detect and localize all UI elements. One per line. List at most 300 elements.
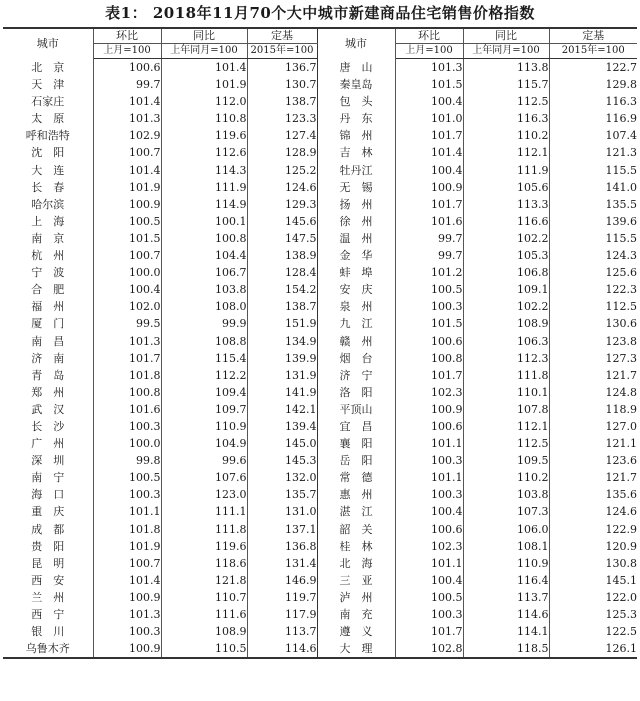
fixed-left-cell: 151.9 <box>247 315 317 332</box>
table-body <box>3 59 637 659</box>
table-row <box>3 333 637 350</box>
city-right-cell: 韶 关 <box>317 521 395 538</box>
city-left-cell: 兰 州 <box>3 589 93 606</box>
city-left-cell: 福 州 <box>3 298 93 315</box>
table-row <box>3 76 637 93</box>
yoy-left-cell: 111.9 <box>161 179 247 196</box>
city-header-left: 城市 <box>3 28 93 59</box>
mom-right-cell: 100.5 <box>395 281 463 298</box>
yoy-left-cell: 100.1 <box>161 213 247 230</box>
fixed-left-cell: 142.1 <box>247 401 317 418</box>
fixed-right-cell: 118.9 <box>605 402 637 416</box>
yoy-right-cell: 109.5 <box>463 452 549 469</box>
table-row <box>3 384 637 401</box>
yoy-right-cell: 116.6 <box>463 213 549 230</box>
mom-header-right: 环比 <box>395 28 463 44</box>
yoy-left-cell: 109.4 <box>161 384 247 401</box>
mom-right-cell: 101.3 <box>395 59 463 77</box>
city-right-cell: 岳 阳 <box>317 452 395 469</box>
yoy-left-cell: 103.8 <box>161 281 247 298</box>
mom-right-cell: 100.4 <box>395 572 463 589</box>
yoy-left-cell: 104.9 <box>161 435 247 452</box>
mom-right-cell: 100.6 <box>395 418 463 435</box>
fixed-left-cell: 127.4 <box>247 127 317 144</box>
fixed-right-cell: 122.3 <box>605 283 637 297</box>
yoy-left-cell: 99.9 <box>161 315 247 332</box>
yoy-right-cell: 106.0 <box>463 521 549 538</box>
mom-right-cell: 101.7 <box>395 623 463 640</box>
yoy-left-cell: 112.6 <box>161 144 247 161</box>
mom-left-cell: 100.7 <box>93 247 161 264</box>
mom-left-cell: 99.8 <box>93 452 161 469</box>
table-row <box>3 401 637 418</box>
fixed-left-cell: 138.9 <box>247 247 317 264</box>
mom-left-cell: 100.5 <box>93 469 161 486</box>
city-right-cell: 桂 林 <box>317 538 395 555</box>
fixed-right-cell: 115.5 <box>605 231 637 245</box>
yoy-header-left: 同比 <box>161 28 247 44</box>
city-right-cell: 南 充 <box>317 606 395 623</box>
city-right-cell: 秦皇岛 <box>317 76 395 93</box>
fixed-right-cell: 135.5 <box>605 197 637 211</box>
fixed-left-cell: 145.6 <box>247 213 317 230</box>
fixed-right-cell: 115.5 <box>605 163 637 177</box>
yoy-right-cell: 112.1 <box>463 144 549 161</box>
fixed-left-cell: 145.3 <box>247 452 317 469</box>
table-row <box>3 350 637 367</box>
fixed-left-cell: 146.9 <box>247 572 317 589</box>
table-row <box>3 367 637 384</box>
fixed-right-cell: 123.6 <box>605 454 637 468</box>
mom-right-cell: 100.4 <box>395 162 463 179</box>
city-right-cell: 赣 州 <box>317 333 395 350</box>
fixed-right-cell: 123.8 <box>605 334 637 348</box>
yoy-left-cell: 109.7 <box>161 401 247 418</box>
fixed-left-cell: 131.0 <box>247 503 317 520</box>
yoy-right-cell: 115.7 <box>463 76 549 93</box>
fixed-right-cell: 116.9 <box>605 112 637 126</box>
fixed-right-cell: 107.4 <box>605 129 637 143</box>
mom-right-cell: 100.3 <box>395 452 463 469</box>
fixed-right-cell: 122.5 <box>605 625 637 639</box>
city-left-cell: 长 沙 <box>3 418 93 435</box>
mom-left-cell: 99.7 <box>93 76 161 93</box>
city-left-cell: 深 圳 <box>3 452 93 469</box>
fixed-left-cell: 141.9 <box>247 384 317 401</box>
fixed-right-cell: 129.8 <box>605 78 637 92</box>
table-row <box>3 127 637 144</box>
yoy-right-cell: 114.6 <box>463 606 549 623</box>
city-right-cell: 丹 东 <box>317 110 395 127</box>
city-right-cell: 襄 阳 <box>317 435 395 452</box>
table-row <box>3 418 637 435</box>
mom-header-left: 环比 <box>93 28 161 44</box>
mom-right-cell: 101.1 <box>395 555 463 572</box>
table-row <box>3 93 637 110</box>
yoy-left-cell: 100.8 <box>161 230 247 247</box>
city-left-cell: 郑 州 <box>3 384 93 401</box>
fixed-right-cell: 124.6 <box>605 505 637 519</box>
yoy-right-cell: 114.1 <box>463 623 549 640</box>
fixed-right-cell: 127.3 <box>605 351 637 365</box>
mom-right-cell: 101.5 <box>395 76 463 93</box>
fixed-left-cell: 145.0 <box>247 435 317 452</box>
city-right-cell: 三 亚 <box>317 572 395 589</box>
table-row <box>3 469 637 486</box>
yoy-base-right: 上年同月=100 <box>463 44 549 59</box>
table-row <box>3 264 637 281</box>
fixed-right-cell: 121.1 <box>605 437 637 451</box>
mom-left-cell: 100.9 <box>93 640 161 658</box>
table-row <box>3 298 637 315</box>
city-right-cell: 徐 州 <box>317 213 395 230</box>
city-left-cell: 合 肥 <box>3 281 93 298</box>
yoy-left-cell: 110.5 <box>161 640 247 658</box>
table-row <box>3 486 637 503</box>
city-right-cell: 包 头 <box>317 93 395 110</box>
mom-left-cell: 102.0 <box>93 298 161 315</box>
city-right-cell: 宜 昌 <box>317 418 395 435</box>
city-left-cell: 海 口 <box>3 486 93 503</box>
fixed-right-cell: 141.0 <box>605 180 637 194</box>
yoy-left-cell: 111.8 <box>161 521 247 538</box>
mom-left-cell: 101.6 <box>93 401 161 418</box>
table-row <box>3 281 637 298</box>
mom-right-cell: 100.5 <box>395 589 463 606</box>
table-row <box>3 213 637 230</box>
fixed-left-cell: 129.3 <box>247 196 317 213</box>
yoy-right-cell: 116.3 <box>463 110 549 127</box>
mom-left-cell: 100.3 <box>93 623 161 640</box>
city-left-cell: 重 庆 <box>3 503 93 520</box>
fixed-left-cell: 154.2 <box>247 281 317 298</box>
mom-left-cell: 100.6 <box>93 59 161 77</box>
fixed-left-cell: 132.0 <box>247 469 317 486</box>
yoy-left-cell: 99.6 <box>161 452 247 469</box>
city-left-cell: 南 宁 <box>3 469 93 486</box>
mom-left-cell: 100.7 <box>93 144 161 161</box>
yoy-right-cell: 109.1 <box>463 281 549 298</box>
mom-left-cell: 100.3 <box>93 486 161 503</box>
city-left-cell: 成 都 <box>3 521 93 538</box>
mom-base-right: 上月=100 <box>395 44 463 59</box>
mom-left-cell: 100.9 <box>93 196 161 213</box>
fixed-right-cell: 121.7 <box>605 368 637 382</box>
yoy-left-cell: 101.4 <box>161 59 247 77</box>
yoy-right-cell: 102.2 <box>463 230 549 247</box>
city-right-cell: 泸 州 <box>317 589 395 606</box>
fixed-right-cell: 130.8 <box>605 556 637 570</box>
yoy-left-cell: 115.4 <box>161 350 247 367</box>
yoy-left-cell: 118.6 <box>161 555 247 572</box>
yoy-left-cell: 110.7 <box>161 589 247 606</box>
fixed-right-cell: 127.0 <box>605 419 637 433</box>
yoy-right-cell: 102.2 <box>463 298 549 315</box>
mom-right-cell: 101.2 <box>395 264 463 281</box>
yoy-left-cell: 121.8 <box>161 572 247 589</box>
mom-left-cell: 100.0 <box>93 264 161 281</box>
city-right-cell: 无 锡 <box>317 179 395 196</box>
fixed-header-left: 定基 <box>247 28 317 44</box>
table-row <box>3 452 637 469</box>
city-left-cell: 武 汉 <box>3 401 93 418</box>
table-row <box>3 196 637 213</box>
yoy-base-left: 上年同月=100 <box>161 44 247 59</box>
city-right-cell: 蚌 埠 <box>317 264 395 281</box>
table-row <box>3 606 637 623</box>
fixed-left-cell: 135.7 <box>247 486 317 503</box>
yoy-right-cell: 108.9 <box>463 315 549 332</box>
mom-left-cell: 100.3 <box>93 418 161 435</box>
fixed-left-cell: 136.8 <box>247 538 317 555</box>
city-left-cell: 南 昌 <box>3 333 93 350</box>
yoy-right-cell: 113.8 <box>463 59 549 77</box>
fixed-right-cell: 130.6 <box>605 317 637 331</box>
mom-right-cell: 100.6 <box>395 521 463 538</box>
fixed-right-cell: 120.9 <box>605 539 637 553</box>
city-right-cell: 牡丹江 <box>317 162 395 179</box>
mom-left-cell: 101.7 <box>93 350 161 367</box>
city-right-cell: 大 理 <box>317 640 395 658</box>
yoy-right-cell: 111.8 <box>463 367 549 384</box>
yoy-right-cell: 106.3 <box>463 333 549 350</box>
mom-left-cell: 101.3 <box>93 110 161 127</box>
mom-right-cell: 102.8 <box>395 640 463 658</box>
mom-left-cell: 100.0 <box>93 435 161 452</box>
city-left-cell: 厦 门 <box>3 315 93 332</box>
city-left-cell: 乌鲁木齐 <box>3 640 93 658</box>
city-right-cell: 泉 州 <box>317 298 395 315</box>
mom-left-cell: 101.5 <box>93 230 161 247</box>
city-right-cell: 洛 阳 <box>317 384 395 401</box>
city-left-cell: 上 海 <box>3 213 93 230</box>
mom-right-cell: 99.7 <box>395 230 463 247</box>
city-left-cell: 哈尔滨 <box>3 196 93 213</box>
yoy-right-cell: 112.3 <box>463 350 549 367</box>
table-row <box>3 179 637 196</box>
fixed-base-right: 2015年=100 <box>549 44 637 59</box>
city-right-cell: 吉 林 <box>317 144 395 161</box>
yoy-right-cell: 110.2 <box>463 469 549 486</box>
fixed-right-cell: 121.3 <box>605 146 637 160</box>
city-right-cell: 惠 州 <box>317 486 395 503</box>
fixed-left-cell: 131.9 <box>247 367 317 384</box>
mom-right-cell: 101.7 <box>395 196 463 213</box>
city-right-cell: 温 州 <box>317 230 395 247</box>
mom-right-cell: 99.7 <box>395 247 463 264</box>
mom-left-cell: 102.9 <box>93 127 161 144</box>
city-right-cell: 锦 州 <box>317 127 395 144</box>
table-row <box>3 572 637 589</box>
mom-right-cell: 102.3 <box>395 384 463 401</box>
yoy-right-cell: 118.5 <box>463 640 549 658</box>
fixed-right-cell: 122.0 <box>605 590 637 604</box>
city-left-cell: 长 春 <box>3 179 93 196</box>
yoy-left-cell: 108.8 <box>161 333 247 350</box>
mom-right-cell: 100.3 <box>395 486 463 503</box>
fixed-left-cell: 128.4 <box>247 264 317 281</box>
mom-left-cell: 99.5 <box>93 315 161 332</box>
mom-left-cell: 101.4 <box>93 162 161 179</box>
city-left-cell: 贵 阳 <box>3 538 93 555</box>
fixed-right-cell: 126.1 <box>549 640 637 658</box>
mom-right-cell: 101.7 <box>395 127 463 144</box>
city-right-cell: 常 德 <box>317 469 395 486</box>
mom-left-cell: 100.4 <box>93 281 161 298</box>
yoy-left-cell: 107.6 <box>161 469 247 486</box>
fixed-left-cell: 147.5 <box>247 230 317 247</box>
yoy-right-cell: 105.3 <box>463 247 549 264</box>
city-right-cell: 唐 山 <box>317 59 395 77</box>
mom-left-cell: 101.8 <box>93 521 161 538</box>
yoy-right-cell: 107.8 <box>463 401 549 418</box>
city-left-cell: 济 南 <box>3 350 93 367</box>
mom-right-cell: 101.0 <box>395 110 463 127</box>
city-left-cell: 太 原 <box>3 110 93 127</box>
yoy-right-cell: 110.2 <box>463 127 549 144</box>
city-left-cell: 南 京 <box>3 230 93 247</box>
city-left-cell: 西 安 <box>3 572 93 589</box>
mom-left-cell: 100.7 <box>93 555 161 572</box>
city-right-cell: 湛 江 <box>317 503 395 520</box>
yoy-right-cell: 116.4 <box>463 572 549 589</box>
yoy-right-cell: 108.1 <box>463 538 549 555</box>
mom-right-cell: 100.8 <box>395 350 463 367</box>
city-right-cell: 北 海 <box>317 555 395 572</box>
table-row <box>3 435 637 452</box>
mom-left-cell: 101.4 <box>93 93 161 110</box>
yoy-right-cell: 106.8 <box>463 264 549 281</box>
mom-left-cell: 101.1 <box>93 503 161 520</box>
fixed-right-cell: 125.3 <box>605 608 637 621</box>
table-row <box>3 59 637 77</box>
fixed-left-cell: 123.3 <box>247 110 317 127</box>
yoy-left-cell: 106.7 <box>161 264 247 281</box>
table-row <box>3 521 637 538</box>
mom-left-cell: 100.9 <box>93 589 161 606</box>
table-row <box>3 315 637 332</box>
mom-right-cell: 101.1 <box>395 469 463 486</box>
city-left-cell: 银 川 <box>3 623 93 640</box>
yoy-left-cell: 112.0 <box>161 93 247 110</box>
fixed-right-cell: 145.1 <box>605 573 637 587</box>
price-index-table <box>3 27 637 659</box>
city-left-cell: 宁 波 <box>3 264 93 281</box>
mom-left-cell: 101.8 <box>93 367 161 384</box>
city-right-cell: 烟 台 <box>317 350 395 367</box>
table-row <box>3 538 637 555</box>
mom-left-cell: 101.3 <box>93 333 161 350</box>
fixed-right-cell: 139.6 <box>605 214 637 228</box>
city-left-cell: 杭 州 <box>3 247 93 264</box>
yoy-header-right: 同比 <box>463 28 549 44</box>
fixed-left-cell: 113.7 <box>247 623 317 640</box>
yoy-right-cell: 107.3 <box>463 503 549 520</box>
fixed-left-cell: 138.7 <box>247 298 317 315</box>
fixed-left-cell: 139.9 <box>247 350 317 367</box>
mom-left-cell: 101.3 <box>93 606 161 623</box>
mom-right-cell: 100.9 <box>395 179 463 196</box>
yoy-left-cell: 111.6 <box>161 606 247 623</box>
city-left-cell: 天 津 <box>3 76 93 93</box>
yoy-left-cell: 123.0 <box>161 486 247 503</box>
yoy-left-cell: 119.6 <box>161 538 247 555</box>
mom-right-cell: 100.9 <box>395 401 463 418</box>
yoy-right-cell: 112.5 <box>463 93 549 110</box>
yoy-left-cell: 114.9 <box>161 196 247 213</box>
yoy-left-cell: 119.6 <box>161 127 247 144</box>
city-left-cell: 沈 阳 <box>3 144 93 161</box>
table-row <box>3 503 637 520</box>
city-left-cell: 西 宁 <box>3 606 93 623</box>
yoy-right-cell: 105.6 <box>463 179 549 196</box>
yoy-left-cell: 108.0 <box>161 298 247 315</box>
fixed-right-cell: 122.9 <box>605 522 637 536</box>
mom-left-cell: 100.5 <box>93 213 161 230</box>
yoy-right-cell: 112.1 <box>463 418 549 435</box>
fixed-left-cell: 136.7 <box>247 59 317 77</box>
mom-left-cell: 101.9 <box>93 179 161 196</box>
city-left-cell: 石家庄 <box>3 93 93 110</box>
fixed-left-cell: 124.6 <box>247 179 317 196</box>
mom-right-cell: 101.6 <box>395 213 463 230</box>
yoy-left-cell: 110.9 <box>161 418 247 435</box>
yoy-right-cell: 111.9 <box>463 162 549 179</box>
mom-right-cell: 102.3 <box>395 538 463 555</box>
mom-right-cell: 100.6 <box>395 333 463 350</box>
table-row <box>3 162 637 179</box>
city-right-cell: 安 庆 <box>317 281 395 298</box>
fixed-right-cell: 121.7 <box>605 471 637 485</box>
fixed-left-cell: 125.2 <box>247 162 317 179</box>
mom-left-cell: 101.9 <box>93 538 161 555</box>
fixed-left-cell: 139.4 <box>247 418 317 435</box>
table-row <box>3 144 637 161</box>
fixed-left-cell: 131.4 <box>247 555 317 572</box>
city-left-cell: 呼和浩特 <box>3 127 93 144</box>
city-right-cell: 遵 义 <box>317 623 395 640</box>
fixed-left-cell: 119.7 <box>247 589 317 606</box>
table-row <box>3 555 637 572</box>
yoy-right-cell: 113.3 <box>463 196 549 213</box>
table-row <box>3 110 637 127</box>
yoy-right-cell: 110.9 <box>463 555 549 572</box>
fixed-right-cell: 135.6 <box>605 488 637 502</box>
yoy-left-cell: 114.3 <box>161 162 247 179</box>
city-left-cell: 青 岛 <box>3 367 93 384</box>
fixed-right-cell: 124.3 <box>605 249 637 263</box>
fixed-left-cell: 117.9 <box>247 606 317 623</box>
mom-base-left: 上月=100 <box>93 44 161 59</box>
yoy-left-cell: 112.2 <box>161 367 247 384</box>
city-right-cell: 扬 州 <box>317 196 395 213</box>
yoy-left-cell: 110.8 <box>161 110 247 127</box>
city-left-cell: 北 京 <box>3 59 93 77</box>
fixed-left-cell: 137.1 <box>247 521 317 538</box>
mom-right-cell: 100.3 <box>395 606 463 623</box>
mom-right-cell: 101.7 <box>395 367 463 384</box>
fixed-left-cell: 130.7 <box>247 76 317 93</box>
fixed-left-cell: 128.9 <box>247 144 317 161</box>
mom-right-cell: 101.5 <box>395 315 463 332</box>
city-left-cell: 广 州 <box>3 435 93 452</box>
table-row <box>3 230 637 247</box>
fixed-base-left: 2015年=100 <box>247 44 317 59</box>
table-row <box>3 623 637 640</box>
mom-right-cell: 101.1 <box>395 435 463 452</box>
table-title: 表1： 2018年11月70个大中城市新建商品住宅销售价格指数 <box>105 4 535 22</box>
yoy-right-cell: 113.7 <box>463 589 549 606</box>
